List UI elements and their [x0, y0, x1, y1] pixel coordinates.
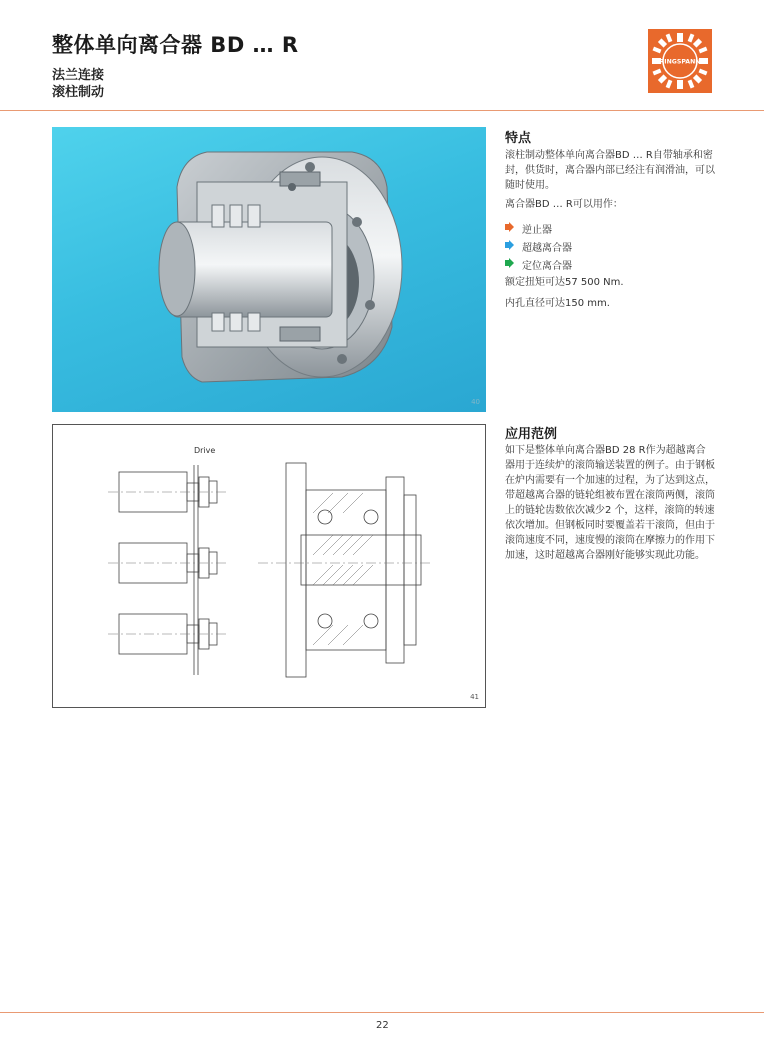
header-divider: [0, 110, 764, 111]
usage-intro: 离合器BD … R可以用作：: [505, 199, 623, 210]
subtitle-flange: 法兰连接: [52, 68, 105, 83]
logo-graphic: [648, 29, 712, 93]
subtitle-roller: 滚柱制动: [52, 85, 105, 100]
figure-number-41: 41: [470, 693, 479, 701]
page-number: 22: [376, 1020, 389, 1031]
bullet-label: 超越离合器: [522, 243, 572, 254]
bore-diameter: 内孔直径可达150 mm.: [505, 298, 610, 309]
drive-label: Drive: [194, 446, 216, 455]
clutch-illustration: [52, 127, 486, 412]
features-description: 滚柱制动整体单向离合器BD … R自带轴承和密封，供货时，离合器内部已经注有润滑油，可以随时使用。: [505, 150, 715, 191]
technical-drawing: [53, 425, 485, 707]
application-heading: 应用范例: [505, 427, 558, 442]
features-heading: 特点: [505, 131, 532, 146]
rated-torque: 额定扭矩可达57 500 Nm.: [505, 277, 624, 288]
footer-divider: [0, 1012, 764, 1013]
bullet-label: 逆止器: [522, 225, 552, 236]
bullet-label: 定位离合器: [522, 261, 572, 272]
product-photo: [52, 127, 486, 412]
ringspann-logo: [648, 29, 712, 93]
logo-text: RINGSPANN: [659, 58, 701, 66]
figure-number-40: 40: [471, 398, 480, 406]
application-drawing: [52, 424, 486, 708]
page-title: 整体单向离合器 BD … R: [52, 33, 299, 57]
application-text: 如下是整体单向离合器BD 28 R作为超越离合器用于连续炉的滚筒输送装置的例子。由于钢板在炉内需要有一个加速的过程，为了达到这点，带超越离合器的链轮组被布置在滚筒两侧，滚筒上的链轮齿数依次减少2 个，这样，滚筒的转速依次增加。但钢板同时要覆盖若干滚筒，但由于滚筒速度不同，速度慢的滚筒在摩擦力的作用下加速，这时超越离合器刚好能够实现此功能。: [505, 445, 715, 561]
